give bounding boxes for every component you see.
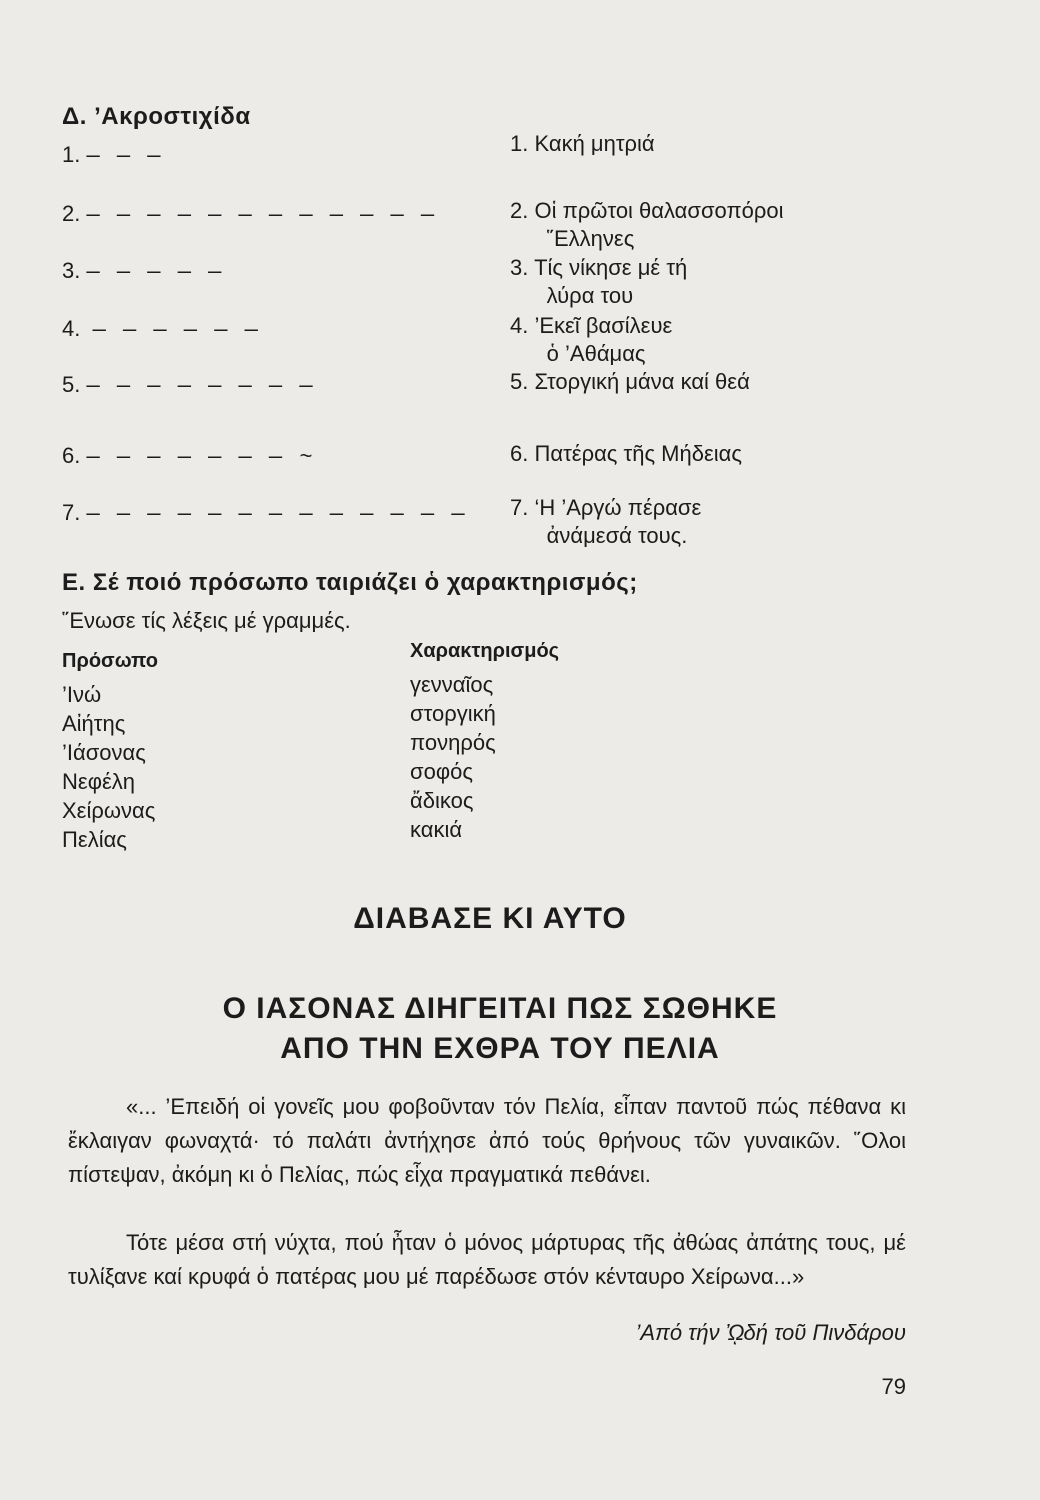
trait-item: πονηρός <box>410 730 496 755</box>
answer-blanks: — — — — — — — — — — — — — <box>86 502 467 527</box>
row-number: 2. <box>62 201 81 226</box>
trait-item: γενναῖος <box>410 672 494 697</box>
row-number: 4. <box>62 316 81 341</box>
row-number: 6. <box>62 443 81 468</box>
row-number: 1. <box>62 142 81 167</box>
clue-item: 2. Οἱ πρῶτοι θαλασσοπόροι ῞Ελληνες <box>510 198 784 251</box>
persons-column <box>62 650 158 854</box>
acrostic-row <box>62 500 467 527</box>
acrostic-row <box>62 258 223 285</box>
traits-header: Χαρακτηρισμός <box>410 640 560 662</box>
row-number: 7. <box>62 500 81 525</box>
acrostic-row <box>62 443 315 470</box>
person-item: ’Ιάσονας <box>62 740 146 765</box>
answer-blanks: — — — — — <box>86 260 224 285</box>
answer-blanks: — — — — — — — ~ <box>86 445 315 470</box>
reading-heading: ΔΙΑΒΑΣΕ ΚΙ ΑΥΤΟ <box>353 902 627 935</box>
acrostic-row <box>62 372 315 399</box>
person-item: Πελίας <box>62 827 127 852</box>
trait-item: ἄδικος <box>410 788 474 813</box>
persons-header: Πρόσωπο <box>62 650 159 672</box>
trait-item: στοργική <box>410 701 496 726</box>
page-number: 79 <box>881 1374 906 1399</box>
answer-blanks: — — — <box>86 144 163 169</box>
acrostic-row <box>62 316 260 343</box>
clue-item: 4. ’Εκεῖ βασίλευε ὁ ’Αθάμας <box>510 313 673 366</box>
story-source: ’Από τήν ᾨδή τοῦ Πινδάρου <box>635 1320 906 1345</box>
story-title-line-2: ΑΠΟ ΤΗΝ ΕΧΘΡΑ ΤΟΥ ΠΕΛΙΑ <box>280 1032 720 1065</box>
answer-blanks: — — — — — — <box>92 318 260 343</box>
trait-item: σοφός <box>410 759 473 784</box>
clue-item: 6. Πατέρας τῆς Μήδειας <box>510 441 742 466</box>
story-title-line-1: Ο ΙΑΣΟΝΑΣ ΔΙΗΓΕΙΤΑΙ ΠΩΣ ΣΩΘΗΚΕ <box>222 992 778 1025</box>
clue-item: 1. Κακή μητριά <box>510 131 655 156</box>
trait-item: κακιά <box>410 817 463 842</box>
clue-item: 3. Τίς νίκησε μέ τή λύρα του <box>510 255 688 308</box>
row-number: 5. <box>62 372 81 397</box>
acrostic-row <box>62 201 436 228</box>
person-item: ’Ινώ <box>62 682 102 707</box>
story-paragraph-2: Τότε μέσα στή νύχτα, πού ἦταν ὁ μόνος μάρτυρας τῆς ἀθώας ἀπάτης τους, μέ τυλίξανε καί κρυφά ὁ πατέρας μου μέ παρέδωσε στόν κένταυρο Χείρωνα...» <box>68 1230 906 1289</box>
traits-column <box>410 640 559 844</box>
row-number: 3. <box>62 258 81 283</box>
acrostic-row <box>62 142 163 169</box>
person-item: Νεφέλη <box>62 769 136 794</box>
clue-item: 5. Στοργική μάνα καί θεά <box>510 369 750 394</box>
matching-heading: Ε. Σέ ποιό πρόσωπο ταιριάζει ὁ χαρακτηρισμός; <box>62 569 638 596</box>
clue-item: 7. ‘Η ’Αργώ πέρασε ἀνάμεσά τους. <box>510 495 702 548</box>
story-paragraph-1: «... ’Επειδή οἱ γονεῖς μου φοβοῦνταν τόν Πελία, εἶπαν παντοῦ πώς πέθανα κι ἔκλαιγαν φωναχτά· τό παλάτι ἀντήχησε ἀπό τούς θρήνους τῶν γυναικῶν. ῞Ολοι πίστεψαν, ἀκόμη κι ὁ Πελίας, πώς εἶχα πραγματικά πεθάνει. <box>68 1094 906 1187</box>
person-item: Αἰήτης <box>62 711 126 736</box>
answer-blanks: — — — — — — — — — — — — <box>86 203 437 228</box>
answer-blanks: — — — — — — — — <box>86 374 315 399</box>
person-item: Χείρωνας <box>62 798 156 823</box>
acrostic-heading: Δ. ’Ακροστιχίδα <box>62 103 251 130</box>
matching-instruction: ῞Ενωσε τίς λέξεις μέ γραμμές. <box>62 608 351 633</box>
